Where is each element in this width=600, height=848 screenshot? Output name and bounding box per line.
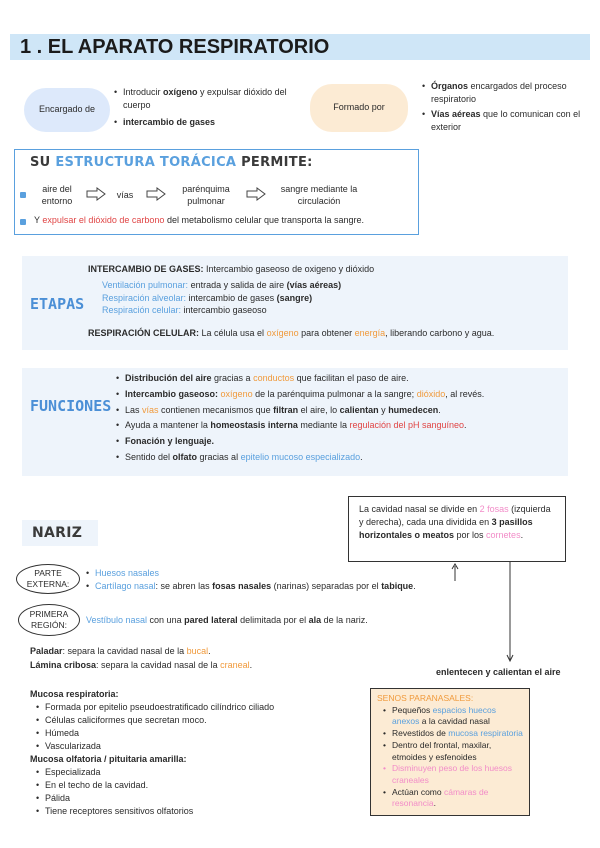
- estructura-heading: SU ESTRUCTURA TORÁCICA PERMITE:: [30, 155, 313, 170]
- senos-list: [383, 705, 523, 810]
- arrow-right-icon: [246, 187, 266, 201]
- list-item: • Pálida: [36, 792, 350, 805]
- list-item: • Pequeños espacios huecos anexos a la cavidad nasal: [383, 705, 523, 728]
- list-item: • Disminuyen peso de los huesos craneales: [383, 763, 523, 786]
- list-item: • Sentido del olfato gracias al epitelio mucoso especializado.: [116, 450, 562, 466]
- list-item: • Actúan como cámaras de resonancia.: [383, 787, 523, 810]
- senos-box: [370, 688, 530, 816]
- list-item: • Ayuda a mantener la homeostasis interna mediante la regulación del pH sanguíneo.: [116, 418, 562, 434]
- primera-region-text: Vestíbulo nasal con una pared lateral delimitada por el ala de la nariz.: [86, 615, 368, 625]
- paladar-lamina: [30, 645, 350, 672]
- estructura-line2: Y expulsar el dióxido de carbono del metabolismo celular que transporta la sangre.: [34, 215, 365, 225]
- etapas-heading: ETAPAS: [30, 295, 85, 313]
- mucosa-respiratoria-title: Mucosa respiratoria:: [30, 689, 119, 699]
- formado-pill: [310, 84, 408, 132]
- flow-step: parénquima pulmonar: [182, 184, 230, 206]
- funciones-list: [116, 371, 562, 466]
- list-item: • Vascularizada: [36, 740, 350, 753]
- funciones-heading: FUNCIONES: [30, 397, 112, 415]
- list-item: • Cartílago nasal: se abren las fosas nasales (narinas) separadas por el tabique.: [86, 580, 486, 593]
- paladar-line: Paladar: separa la cavidad nasal de la bucal.: [30, 646, 211, 656]
- arrow-down-icon: [505, 562, 515, 664]
- parte-externa-list: [86, 567, 486, 593]
- etapas-sublist: [102, 279, 552, 317]
- list-item: • Dentro del frontal, maxilar, etmoides y esfenoides: [383, 740, 523, 763]
- list-item: • Especializada: [36, 766, 350, 779]
- primera-region-oval: PRIMERA REGIÓN:: [18, 604, 80, 636]
- list-item: • intercambio de gases: [114, 116, 304, 129]
- arrow-right-icon: [146, 187, 166, 201]
- list-item: Respiración celular: intercambio gaseoso: [102, 305, 267, 316]
- list-item: • Formada por epitelio pseudoestratificado cilíndrico ciliado: [36, 701, 350, 714]
- list-item: • Revestidos de mucosa respiratoria: [383, 728, 523, 740]
- mucosa-respiratoria-list: [36, 701, 350, 753]
- list-item: • Células caliciformes que secretan moco.: [36, 714, 350, 727]
- list-item: • Huesos nasales: [86, 567, 486, 580]
- flow-step: aire del entorno: [41, 184, 73, 206]
- formado-list: [422, 80, 582, 134]
- list-item: Respiración alveolar: intercambio de gases (sangre): [102, 292, 313, 303]
- list-item: • Húmeda: [36, 727, 350, 740]
- list-item: • En el techo de la cavidad.: [36, 779, 350, 792]
- bullet-icon: [20, 219, 26, 225]
- encargado-list: [114, 86, 304, 129]
- list-item: • Las vías contienen mecanismos que filtran el aire, lo calientan y humedecen.: [116, 403, 562, 419]
- flow-step: vías: [116, 190, 134, 200]
- senos-title: SENOS PARANASALES:: [377, 693, 474, 703]
- lamina-line: Lámina cribosa: separa la cavidad nasal de la craneal.: [30, 659, 253, 670]
- arrow-right-icon: [86, 187, 106, 201]
- encargado-pill: [24, 88, 110, 132]
- list-item: • Órganos encargados del proceso respiratorio: [422, 80, 582, 106]
- nariz-heading: NARIZ: [32, 525, 83, 541]
- list-item: • Introducir oxígeno y expulsar dióxido del cuerpo: [114, 86, 304, 112]
- enlentecen-text: enlentecen y calientan el aire: [436, 667, 561, 677]
- formado-label: Formado por: [333, 102, 385, 113]
- list-item: • Tiene receptores sensitivos olfatorios: [36, 805, 350, 818]
- bullet-icon: [20, 192, 26, 198]
- mucosas: [30, 688, 350, 818]
- mucosa-olfatoria-title: Mucosa olfatoria / pituitaria amarilla:: [30, 754, 187, 765]
- flow-step: sangre mediante la circulación: [280, 184, 358, 206]
- intercambio-line: INTERCAMBIO DE GASES: Intercambio gaseoso de oxigeno y dióxido: [88, 264, 375, 274]
- list-item: • Vías aéreas que lo comunican con el exterior: [422, 108, 582, 134]
- parte-externa-oval: PARTE EXTERNA:: [16, 564, 80, 594]
- list-item: • Intercambio gaseoso: oxígeno de la parénquima pulmonar a la sangre; dióxido, al revés.: [116, 387, 562, 403]
- list-item: • Distribución del aire gracias a conductos que facilitan el paso de aire.: [116, 371, 562, 387]
- encargado-label: Encargado de: [38, 104, 96, 115]
- cavidad-box: La cavidad nasal se divide en 2 fosas (izquierda y derecha), cada una dividida en 3 pasillos horizontales o meatos por los cornetes.: [348, 496, 566, 562]
- respiracion-celular-line: RESPIRACIÓN CELULAR: La célula usa el oxígeno para obtener energía, liberando carbono y agua.: [88, 328, 495, 338]
- list-item: • Fonación y lenguaje.: [116, 434, 562, 450]
- list-item: Ventilación pulmonar: entrada y salida de aire (vías aéreas): [102, 280, 342, 290]
- page-title: 1 . EL APARATO RESPIRATORIO: [20, 36, 330, 58]
- mucosa-olfatoria-list: [36, 766, 350, 818]
